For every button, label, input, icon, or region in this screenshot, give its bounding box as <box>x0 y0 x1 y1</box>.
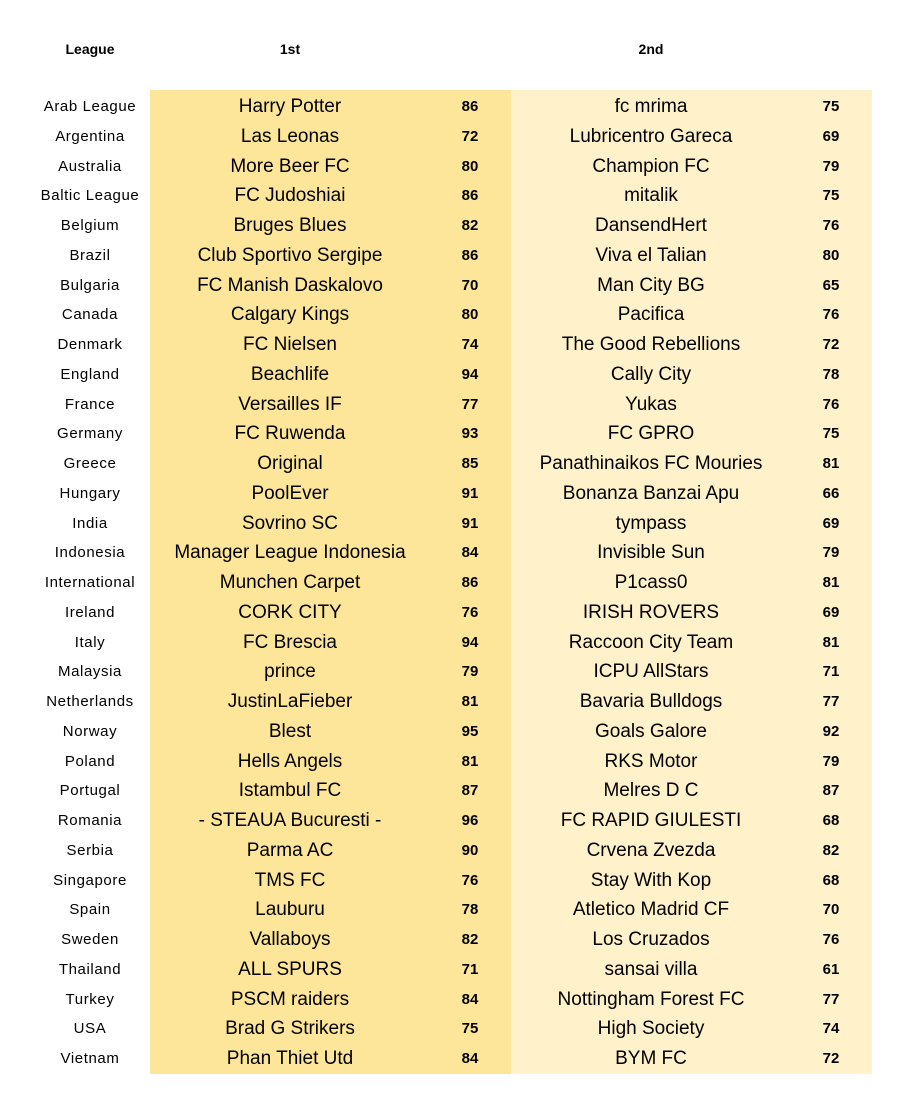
first-place-team: Club Sportivo Sergipe <box>197 244 383 266</box>
second-place-score: 76 <box>822 395 840 413</box>
table-row <box>0 806 900 836</box>
league-name: International <box>44 574 136 591</box>
second-place-score: 80 <box>822 246 840 264</box>
second-place-team: RKS Motor <box>604 750 698 772</box>
table-row <box>0 271 900 301</box>
second-place-team: Stay With Kop <box>590 869 712 891</box>
first-place-team: Munchen Carpet <box>219 572 361 593</box>
first-place-team: Beachlife <box>250 363 330 385</box>
first-place-score: 84 <box>461 1050 479 1067</box>
league-name: Denmark <box>57 336 123 353</box>
first-place-score: 94 <box>461 365 479 383</box>
league-name: France <box>64 395 116 413</box>
first-place-score: 81 <box>461 693 479 710</box>
second-place-score: 65 <box>822 276 840 294</box>
league-name: Ireland <box>64 603 116 621</box>
second-place-score: 74 <box>822 1020 840 1038</box>
table-row <box>0 717 900 747</box>
header-first: 1st <box>279 41 301 57</box>
second-place-score: 76 <box>822 217 840 234</box>
first-place-team: FC Ruwenda <box>234 423 346 445</box>
table-row <box>0 211 900 241</box>
first-place-team: Brad G Strikers <box>225 1018 355 1040</box>
second-place-team: FC RAPID GIULESTI <box>560 810 742 831</box>
first-place-score: 93 <box>461 425 479 443</box>
league-name: Australia <box>58 157 122 175</box>
table-row <box>0 390 900 420</box>
second-place-team: mitalik <box>624 185 678 207</box>
second-place-score: 79 <box>822 752 840 770</box>
first-place-team: - STEAUA Bucuresti - <box>198 810 382 831</box>
first-place-score: 71 <box>461 960 479 978</box>
second-place-team: fc mrima <box>614 96 688 117</box>
league-name: Brazil <box>69 246 111 264</box>
first-place-score: 75 <box>461 1020 479 1038</box>
second-place-score: 69 <box>822 127 840 145</box>
second-place-team: High Society <box>597 1018 705 1040</box>
first-place-team: Manager League Indonesia <box>174 542 406 564</box>
table-row <box>0 509 900 539</box>
first-place-score: 91 <box>461 514 479 532</box>
second-place-score: 81 <box>822 633 840 651</box>
second-place-score: 78 <box>822 365 840 383</box>
second-place-team: Panathinaikos FC Mouries <box>539 453 763 474</box>
first-place-score: 95 <box>461 722 479 740</box>
table-row <box>0 568 900 598</box>
second-place-team: Melres D C <box>603 780 699 802</box>
second-place-team: FC GPRO <box>607 423 695 445</box>
second-place-team: Champion FC <box>592 155 710 177</box>
league-name: Vietnam <box>60 1050 120 1067</box>
first-place-team: Phan Thiet Utd <box>226 1048 354 1069</box>
table-row <box>0 419 900 449</box>
table-row <box>0 657 900 687</box>
first-place-score: 86 <box>461 246 479 264</box>
league-name: Belgium <box>60 217 120 234</box>
second-place-team: Man City BG <box>597 274 705 296</box>
second-place-score: 68 <box>822 812 840 829</box>
second-place-score: 79 <box>822 544 840 562</box>
second-place-score: 70 <box>822 901 840 919</box>
second-place-score: 72 <box>822 1050 840 1067</box>
table-row <box>0 300 900 330</box>
first-place-team: Hells Angels <box>237 750 343 772</box>
first-place-team: Las Leonas <box>240 125 340 147</box>
table-row <box>0 122 900 152</box>
first-place-team: PoolEver <box>251 482 329 504</box>
second-place-score: 81 <box>822 455 840 472</box>
table-row <box>0 92 900 122</box>
table-row <box>0 598 900 628</box>
second-place-score: 69 <box>822 603 840 621</box>
league-name: Sweden <box>61 931 119 948</box>
first-place-team: Sovrino SC <box>241 512 339 534</box>
league-name: India <box>72 514 108 532</box>
first-place-team: Parma AC <box>246 839 334 861</box>
first-place-team: Original <box>257 453 323 474</box>
second-place-team: The Good Rebellions <box>561 334 741 355</box>
second-place-score: 81 <box>822 574 840 591</box>
first-place-score: 82 <box>461 931 479 948</box>
league-name: Indonesia <box>54 544 126 562</box>
table-row <box>0 955 900 985</box>
table-row <box>0 895 900 925</box>
league-name: Singapore <box>53 871 127 889</box>
second-place-team: ICPU AllStars <box>593 661 709 683</box>
second-place-team: Viva el Talian <box>595 244 707 266</box>
first-place-score: 80 <box>461 157 479 175</box>
second-place-score: 92 <box>822 722 840 740</box>
table-row <box>0 449 900 479</box>
first-place-score: 84 <box>461 990 479 1008</box>
table-row <box>0 181 900 211</box>
table-row <box>0 628 900 658</box>
first-place-team: FC Manish Daskalovo <box>197 274 383 296</box>
second-place-team: P1cass0 <box>614 572 688 593</box>
first-place-score: 84 <box>461 544 479 562</box>
first-place-team: TMS FC <box>254 869 326 891</box>
first-place-team: FC Brescia <box>243 631 337 653</box>
second-place-team: Invisible Sun <box>597 542 705 564</box>
first-place-score: 76 <box>461 871 479 889</box>
header-league: League <box>65 41 115 57</box>
second-place-team: Nottingham Forest FC <box>557 988 745 1010</box>
table-row <box>0 836 900 866</box>
second-place-score: 82 <box>822 841 840 859</box>
table-row <box>0 152 900 182</box>
first-place-score: 81 <box>461 752 479 770</box>
league-name: Germany <box>57 425 123 443</box>
second-place-score: 76 <box>822 931 840 948</box>
second-place-team: Los Cruzados <box>592 929 710 950</box>
league-name: Thailand <box>58 960 122 978</box>
first-place-score: 85 <box>461 455 479 472</box>
second-place-team: tympass <box>615 512 687 534</box>
second-place-team: Bonanza Banzai Apu <box>562 482 740 504</box>
table-row <box>0 479 900 509</box>
second-place-team: Cally City <box>610 363 692 385</box>
second-place-score: 77 <box>822 693 840 710</box>
second-place-score: 75 <box>822 98 840 115</box>
league-name: Netherlands <box>46 693 134 710</box>
league-name: Poland <box>64 752 116 770</box>
second-place-team: sansai villa <box>604 958 698 980</box>
second-place-score: 69 <box>822 514 840 532</box>
first-place-score: 79 <box>461 663 479 681</box>
first-place-team: PSCM raiders <box>230 988 350 1010</box>
league-name: USA <box>73 1020 107 1038</box>
second-place-score: 87 <box>822 782 840 800</box>
first-place-score: 80 <box>461 306 479 324</box>
standings-table <box>0 92 900 1074</box>
header-second: 2nd <box>638 41 664 57</box>
league-name: Portugal <box>59 782 121 800</box>
league-name: Norway <box>62 722 118 740</box>
league-name: Bulgaria <box>60 276 120 294</box>
second-place-team: Pacifica <box>617 304 685 326</box>
league-name: Argentina <box>55 127 125 145</box>
first-place-score: 70 <box>461 276 479 294</box>
league-name: England <box>60 365 120 383</box>
league-name: Spain <box>69 901 111 919</box>
second-place-score: 75 <box>822 187 840 205</box>
second-place-score: 75 <box>822 425 840 443</box>
first-place-team: Istambul FC <box>238 780 342 802</box>
second-place-score: 68 <box>822 871 840 889</box>
league-name: Turkey <box>65 990 115 1008</box>
second-place-team: Yukas <box>625 393 677 415</box>
league-name: Canada <box>61 306 119 324</box>
first-place-score: 91 <box>461 484 479 502</box>
second-place-team: Bavaria Bulldogs <box>579 691 723 712</box>
first-place-score: 86 <box>461 574 479 591</box>
first-place-team: Lauburu <box>255 899 325 921</box>
first-place-score: 77 <box>461 395 479 413</box>
table-row <box>0 1044 900 1074</box>
table-row <box>0 241 900 271</box>
first-place-score: 82 <box>461 217 479 234</box>
first-place-team: CORK CITY <box>238 601 342 623</box>
first-place-team: Vallaboys <box>249 929 331 950</box>
first-place-team: Calgary Kings <box>230 304 350 326</box>
league-name: Greece <box>63 455 117 472</box>
first-place-team: ALL SPURS <box>238 958 342 980</box>
first-place-team: Harry Potter <box>238 96 342 117</box>
table-row <box>0 925 900 955</box>
first-place-score: 72 <box>461 127 479 145</box>
league-name: Hungary <box>59 484 121 502</box>
second-place-team: BYM FC <box>615 1048 687 1069</box>
league-name: Serbia <box>66 841 114 859</box>
table-row <box>0 687 900 717</box>
league-name: Romania <box>57 812 123 829</box>
table-row <box>0 1014 900 1044</box>
first-place-score: 94 <box>461 633 479 651</box>
first-place-team: More Beer FC <box>230 155 350 177</box>
first-place-score: 86 <box>461 187 479 205</box>
second-place-score: 72 <box>822 336 840 353</box>
table-row <box>0 330 900 360</box>
second-place-score: 71 <box>822 663 840 681</box>
second-place-team: Raccoon City Team <box>568 631 734 653</box>
first-place-team: prince <box>264 661 316 683</box>
first-place-team: FC Judoshiai <box>234 185 346 207</box>
second-place-team: IRISH ROVERS <box>582 601 720 623</box>
table-row <box>0 747 900 777</box>
second-place-team: Crvena Zvezda <box>586 839 716 861</box>
first-place-score: 90 <box>461 841 479 859</box>
league-name: Baltic League <box>40 187 140 205</box>
first-place-team: Versailles IF <box>238 393 342 415</box>
league-name: Arab League <box>43 98 137 115</box>
first-place-score: 78 <box>461 901 479 919</box>
league-name: Malaysia <box>58 663 122 681</box>
first-place-team: FC Nielsen <box>243 334 337 355</box>
second-place-score: 77 <box>822 990 840 1008</box>
first-place-score: 86 <box>461 98 479 115</box>
first-place-team: Bruges Blues <box>233 215 347 236</box>
league-name: Italy <box>74 633 106 651</box>
first-place-score: 96 <box>461 812 479 829</box>
first-place-score: 76 <box>461 603 479 621</box>
second-place-score: 61 <box>822 960 840 978</box>
table-row <box>0 776 900 806</box>
table-row <box>0 538 900 568</box>
table-row <box>0 360 900 390</box>
second-place-score: 76 <box>822 306 840 324</box>
first-place-team: JustinLaFieber <box>227 691 353 712</box>
first-place-score: 74 <box>461 336 479 353</box>
second-place-team: Atletico Madrid CF <box>572 899 730 921</box>
first-place-score: 87 <box>461 782 479 800</box>
table-row <box>0 866 900 896</box>
second-place-team: DansendHert <box>595 215 707 236</box>
first-place-team: Blest <box>268 720 312 742</box>
table-row <box>0 985 900 1015</box>
second-place-team: Goals Galore <box>595 720 707 742</box>
second-place-score: 66 <box>822 484 840 502</box>
second-place-team: Lubricentro Gareca <box>569 125 733 147</box>
second-place-score: 79 <box>822 157 840 175</box>
